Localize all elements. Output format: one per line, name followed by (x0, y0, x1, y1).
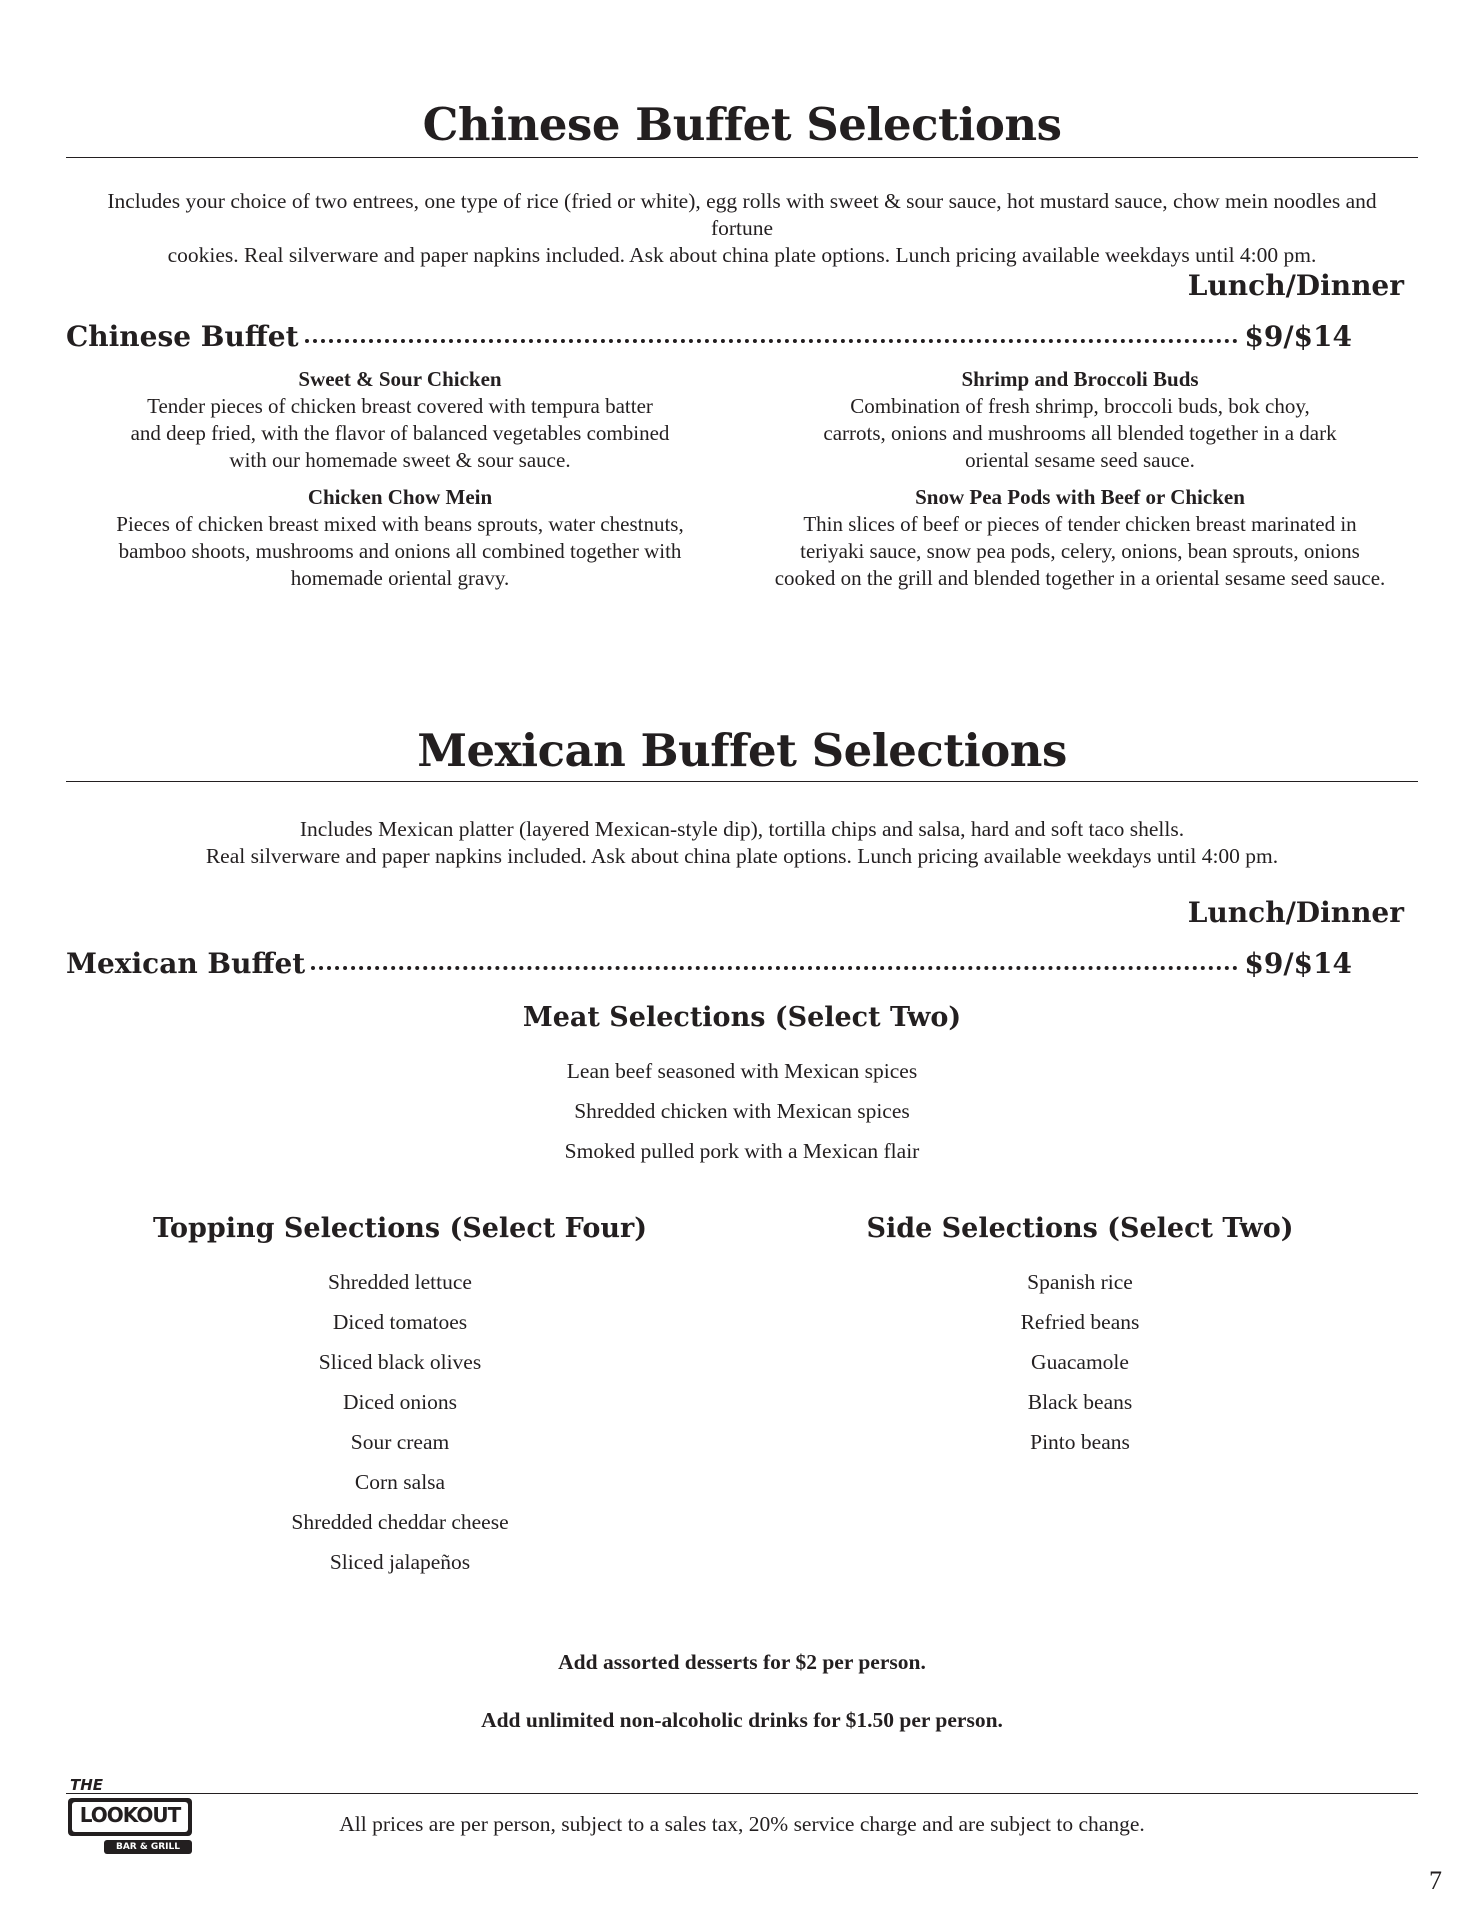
dish-desc-line: bamboo shoots, mushrooms and onions all combined together with (118, 539, 682, 563)
mexican-buffet-row (66, 947, 1352, 980)
dish-desc-line: Combination of fresh shrimp, broccoli buds, bok choy, (850, 394, 1310, 418)
list-item: Smoked pulled pork with a Mexican flair (564, 1139, 920, 1163)
dish-name: Shrimp and Broccoli Buds (961, 367, 1199, 391)
meat-selections-list (0, 1051, 1484, 1171)
chinese-section-title: Chinese Buffet Selections (422, 98, 1062, 151)
dish-name: Sweet & Sour Chicken (298, 367, 502, 391)
list-item: Sour cream (350, 1430, 450, 1454)
dot-leader (311, 966, 1238, 970)
page-number: 7 (1429, 1866, 1442, 1895)
topping-selections-list (100, 1262, 700, 1582)
list-item: Pinto beans (1030, 1430, 1130, 1454)
chinese-price-header: Lunch/Dinner (1187, 269, 1404, 302)
list-item: Sliced black olives (318, 1350, 482, 1374)
side-selections-heading: Side Selections (Select Two) (866, 1213, 1294, 1244)
list-item: Shredded chicken with Mexican spices (574, 1099, 910, 1123)
dish-name: Snow Pea Pods with Beef or Chicken (915, 485, 1245, 509)
topping-selections-heading: Topping Selections (Select Four) (153, 1213, 647, 1244)
logo-sub-text: BAR & GRILL (115, 1842, 180, 1852)
mexican-buffet-price: $9/$14 (1244, 947, 1352, 980)
addon-desserts: Add assorted desserts for $2 per person. (558, 1650, 926, 1674)
list-item: Sliced jalapeños (329, 1550, 471, 1574)
dish-desc-line: Pieces of chicken breast mixed with beans sprouts, water chestnuts, (116, 512, 684, 536)
mexican-section-title: Mexican Buffet Selections (417, 724, 1067, 777)
side-selections-list (780, 1262, 1380, 1462)
dot-leader (305, 339, 1239, 343)
logo-main-text: LOOKOUT (79, 1803, 181, 1827)
list-item: Diced onions (342, 1390, 458, 1414)
dish-desc-line: teriyaki sauce, snow pea pods, celery, onions, bean sprouts, onions (800, 539, 1360, 563)
dish-snow-pea-pods (750, 484, 1410, 592)
mexican-price-header: Lunch/Dinner (1187, 896, 1404, 929)
list-item: Lean beef seasoned with Mexican spices (566, 1059, 918, 1083)
logo-top-text: THE (70, 1776, 104, 1794)
list-item: Guacamole (1031, 1350, 1129, 1374)
dish-chicken-chow-mein (80, 484, 720, 592)
list-item: Black beans (1027, 1390, 1133, 1414)
dish-desc-line: cooked on the grill and blended together in a oriental sesame seed sauce. (774, 566, 1386, 590)
dish-name: Chicken Chow Mein (307, 485, 493, 509)
mexican-intro (80, 816, 1404, 870)
chinese-buffet-price: $9/$14 (1244, 320, 1352, 353)
list-item: Corn salsa (354, 1470, 446, 1494)
mexican-intro-line-2: Real silverware and paper napkins included. Ask about china plate options. Lunch pricing available weekdays until 4:00 pm. (205, 844, 1279, 868)
footer-rule (66, 1793, 1418, 1794)
lookout-logo (64, 1776, 196, 1858)
chinese-buffet-name: Chinese Buffet (66, 320, 299, 353)
chinese-intro-line-2: cookies. Real silverware and paper napkins included. Ask about china plate options. Lunch pricing available weekdays until 4:00 pm. (167, 243, 1317, 267)
chinese-title-rule (66, 157, 1418, 158)
dish-sweet-sour-chicken (80, 366, 720, 474)
list-item: Refried beans (1020, 1310, 1140, 1334)
dish-desc-line: and deep fried, with the flavor of balanced vegetables combined (130, 421, 670, 445)
dish-desc-line: carrots, onions and mushrooms all blended together in a dark (823, 421, 1337, 445)
addon-drinks: Add unlimited non-alcoholic drinks for $1.50 per person. (481, 1708, 1003, 1732)
list-item: Shredded cheddar cheese (291, 1510, 509, 1534)
chinese-buffet-row (66, 320, 1352, 353)
dish-shrimp-broccoli (750, 366, 1410, 474)
mexican-intro-line-1: Includes Mexican platter (layered Mexican-style dip), tortilla chips and salsa, hard and soft taco shells. (299, 817, 1185, 841)
mexican-title-rule (66, 781, 1418, 782)
list-item: Diced tomatoes (332, 1310, 468, 1334)
dish-desc-line: homemade oriental gravy. (290, 566, 510, 590)
mexican-buffet-name: Mexican Buffet (66, 947, 306, 980)
chinese-intro-line-1: Includes your choice of two entrees, one type of rice (fried or white), egg rolls with sweet & sour sauce, hot mustard sauce, chow mein noodles and fortune (107, 189, 1377, 240)
dish-desc-line: oriental sesame seed sauce. (965, 448, 1195, 472)
footer-pricing-note: All prices are per person, subject to a sales tax, 20% service charge and are subject to change. (339, 1812, 1145, 1836)
chinese-intro (80, 188, 1404, 269)
list-item: Spanish rice (1027, 1270, 1133, 1294)
dish-desc-line: Thin slices of beef or pieces of tender chicken breast marinated in (803, 512, 1357, 536)
dish-desc-line: Tender pieces of chicken breast covered with tempura batter (147, 394, 653, 418)
list-item: Shredded lettuce (328, 1270, 472, 1294)
meat-selections-heading: Meat Selections (Select Two) (522, 1002, 962, 1033)
dish-desc-line: with our homemade sweet & sour sauce. (229, 448, 571, 472)
